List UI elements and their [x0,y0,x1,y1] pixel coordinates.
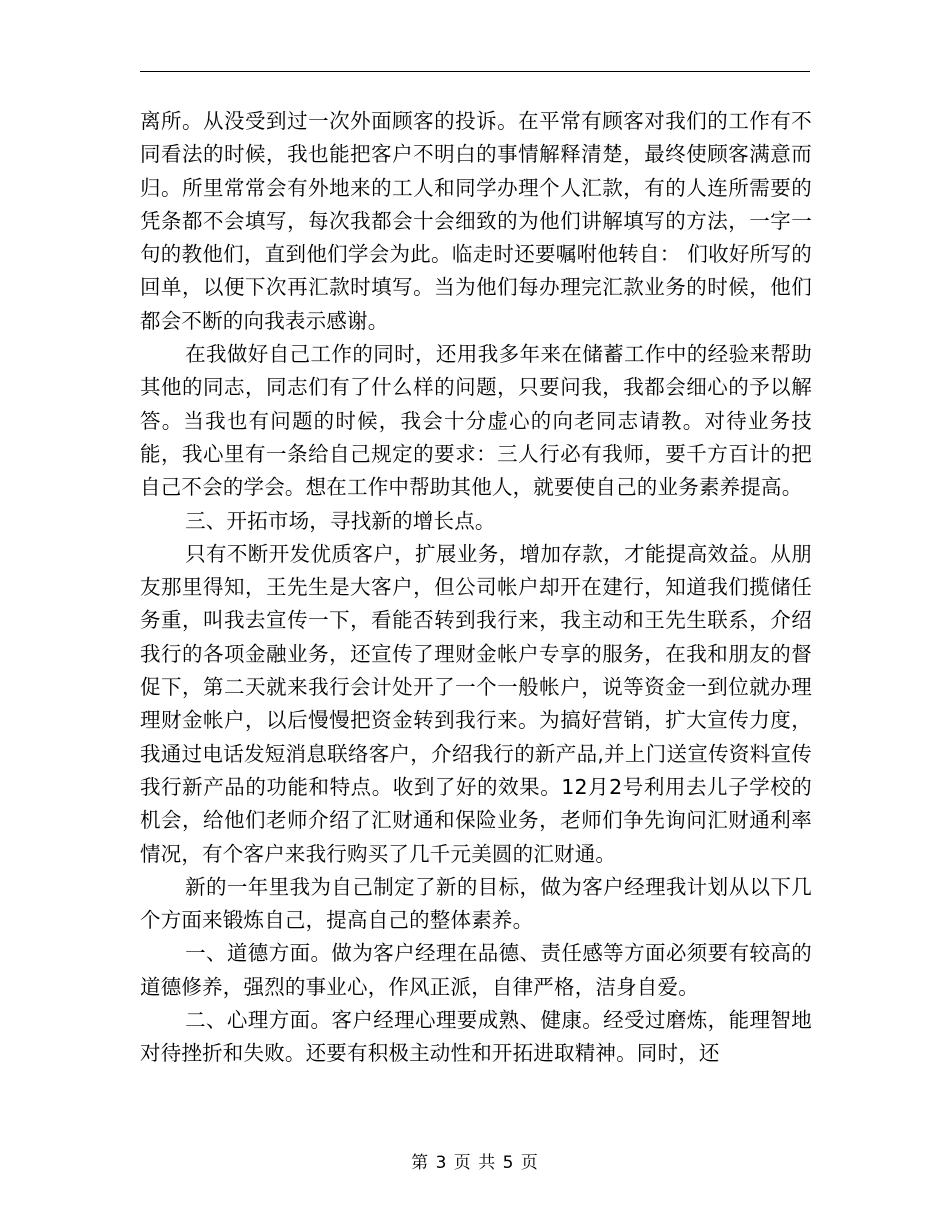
paragraph-2: 在我做好自己工作的同时，还用我多年来在储蓄工作中的经验来帮助其他的同志，同志们有了什么样的问题，只要问我，我都会细心的予以解答。当我也有问题的时候，我会十分虚心的向老同志请教。对待业务技能，我心里有一条给自己规定的要求：三人行必有我师，要千方百计的把自己不会的学会。想在工作中帮助其他人，就要使自己的业务素养提高。 [140,342,812,500]
page-number-footer: 第 3 页 共 5 页 [411,1153,539,1173]
paragraph-7: 二、心理方面。客户经理心理要成熟、健康。经受过磨炼，能理智地对待挫折和失败。还要有积极主动性和开拓进取精神。同时，还 [140,1008,812,1066]
paragraph-6: 一、道德方面。做为客户经理在品德、责任感等方面必须要有较高的道德修养，强烈的事业心，作风正派，自律严格，洁身自爱。 [140,941,812,999]
header-rule [140,71,810,72]
paragraph-5: 新的一年里我为自己制定了新的目标，做为客户经理我计划从以下几个方面来锻炼自己，提高自己的整体素养。 [140,874,812,933]
document-body [140,105,812,1071]
section-heading-3: 三、开拓市场，寻找新的增长点。 [185,508,496,533]
paragraph-4: 只有不断开发优质客户，扩展业务，增加存款，才能提高效益。从朋友那里得知，王先生是大客户，但公司帐户却开在建行，知道我们揽储任务重，叫我去宣传一下，看能否转到我行来，我主动和王先生联系，介绍我行的各项金融业务，还宣传了理财金帐户专享的服务，在我和朋友的督促下，第二天就来我行会计处开了一个一般帐户，说等资金一到位就办理理财金帐户，以后慢慢把资金转到我行来。为搞好营销，扩大宣传力度，我通过电话发短消息联络客户，介绍我行的新产品,并上门送宣传资料宣传我行新产品的功能和特点。收到了好的效果。12月2号利用去儿子学校的机会，给他们老师介绍了汇财通和保险业务，老师们争先询问汇财通利率情况，有个客户来我行购买了几千元美圆的汇财通。 [140,541,812,866]
paragraph-1: 离所。从没受到过一次外面顾客的投诉。在平常有顾客对我们的工作有不同看法的时候，我也能把客户不明白的事情解释清楚，最终使顾客满意而归。所里常常会有外地来的工人和同学办理个人汇款，有的人连所需要的凭条都不会填写，每次我都会十会细致的为他们讲解填写的方法，一字一句的教他们，直到他们学会为此。临走时还要嘱咐他转自： 们收好所写的回单，以便下次再汇款时填写。当为他们每办理完汇款业务的时候，他们都会不断的向我表示感谢。 [140,109,812,333]
